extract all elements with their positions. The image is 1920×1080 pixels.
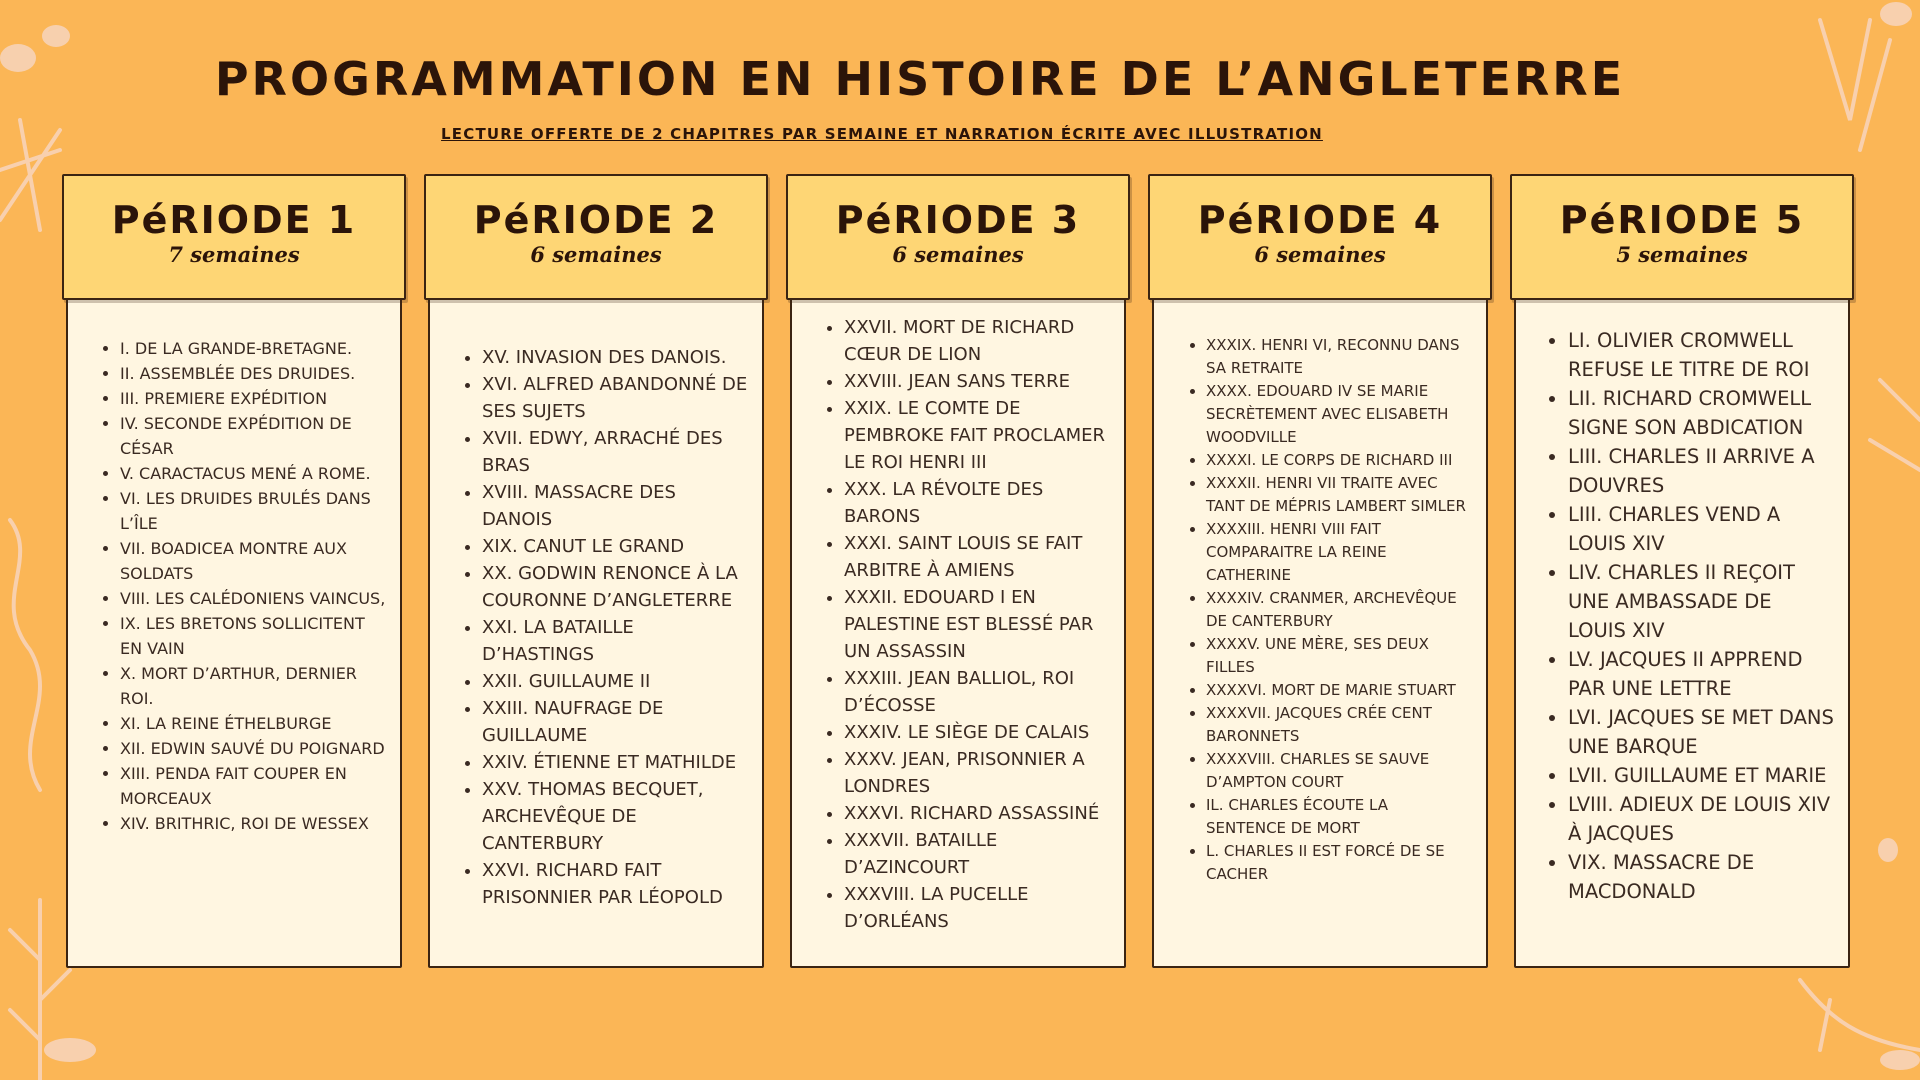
chapter-item: • XXXX. EDOUARD IV SE MARIE SECRÈTEMENT AVEC ELISABETH WOODVILLE <box>1206 380 1472 449</box>
chapter-item: • LIII. CHARLES VEND A LOUIS XIV <box>1568 500 1834 558</box>
chapter-item: • XXXXVIII. CHARLES SE SAUVE D’AMPTON COURT <box>1206 748 1472 794</box>
chapter-item: • XVI. ALFRED ABANDONNÉ DE SES SUJETS <box>482 371 748 425</box>
chapter-item: • XXXVI. RICHARD ASSASSINÉ <box>844 800 1110 827</box>
chapter-item: • V. CARACTACUS MENÉ A ROME. <box>120 461 386 486</box>
chapter-item: • XIV. BRITHRIC, ROI DE WESSEX <box>120 811 386 836</box>
period-header <box>1148 174 1492 300</box>
period-weeks: 7 semaines <box>168 242 300 267</box>
period-column-5 <box>1510 174 1856 972</box>
period-chapter-list <box>1152 298 1488 968</box>
chapter-item: • XXXXVI. MORT DE MARIE STUART <box>1206 679 1472 702</box>
chapter-item: • XXXIV. LE SIÈGE DE CALAIS <box>844 719 1110 746</box>
chapter-item: • VIII. LES CALÉDONIENS VAINCUS, <box>120 586 386 611</box>
chapter-item: • LII. RICHARD CROMWELL SIGNE SON ABDICATION <box>1568 384 1834 442</box>
period-header <box>1510 174 1854 300</box>
chapter-item: • L. CHARLES II EST FORCÉ DE SE CACHER <box>1206 840 1472 886</box>
chapter-item: • LV. JACQUES II APPREND PAR UNE LETTRE <box>1568 645 1834 703</box>
chapter-item: • LVII. GUILLAUME ET MARIE <box>1568 761 1834 790</box>
chapter-item: • XXXXIII. HENRI VIII FAIT COMPARAITRE LA REINE CATHERINE <box>1206 518 1472 587</box>
period-weeks: 6 semaines <box>892 242 1024 267</box>
chapter-item: • XXXV. JEAN, PRISONNIER A LONDRES <box>844 746 1110 800</box>
period-column-1 <box>62 174 408 972</box>
chapter-item: • XXX. LA RÉVOLTE DES BARONS <box>844 476 1110 530</box>
chapter-item: • XXVIII. JEAN SANS TERRE <box>844 368 1110 395</box>
chapter-item: • LVI. JACQUES SE MET DANS UNE BARQUE <box>1568 703 1834 761</box>
chapter-item: • XIII. PENDA FAIT COUPER EN MORCEAUX <box>120 761 386 811</box>
chapter-item: • VI. LES DRUIDES BRULÉS DANS L’ÎLE <box>120 486 386 536</box>
period-header <box>786 174 1130 300</box>
chapter-item: • XV. INVASION DES DANOIS. <box>482 344 748 371</box>
chapter-item: • XXXVIII. LA PUCELLE D’ORLÉANS <box>844 881 1110 935</box>
period-title: PéRIODE 1 <box>111 198 357 242</box>
period-title: PéRIODE 3 <box>835 198 1081 242</box>
period-title: PéRIODE 2 <box>473 198 719 242</box>
chapter-item: • II. ASSEMBLÉE DES DRUIDES. <box>120 361 386 386</box>
chapter-item: • IX. LES BRETONS SOLLICITENT EN VAIN <box>120 611 386 661</box>
chapter-item: • XXXII. EDOUARD I EN PALESTINE EST BLESSÉ PAR UN ASSASSIN <box>844 584 1110 665</box>
chapter-item: • XXII. GUILLAUME II <box>482 668 748 695</box>
chapter-item: • XXIII. NAUFRAGE DE GUILLAUME <box>482 695 748 749</box>
chapter-item: • XXV. THOMAS BECQUET, ARCHEVÊQUE DE CANTERBURY <box>482 776 748 857</box>
chapter-item: • III. PREMIERE EXPÉDITION <box>120 386 386 411</box>
period-title: PéRIODE 4 <box>1197 198 1443 242</box>
period-title: PéRIODE 5 <box>1559 198 1805 242</box>
period-weeks: 6 semaines <box>1254 242 1386 267</box>
chapter-item: • XXXI. SAINT LOUIS SE FAIT ARBITRE À AMIENS <box>844 530 1110 584</box>
chapter-item: • VII. BOADICEA MONTRE AUX SOLDATS <box>120 536 386 586</box>
period-chapter-list <box>1514 298 1850 968</box>
chapter-item: • VIX. MASSACRE DE MACDONALD <box>1568 848 1834 906</box>
chapter-item: • LIV. CHARLES II REÇOIT UNE AMBASSADE DE LOUIS XIV <box>1568 558 1834 645</box>
chapter-item: • XVII. EDWY, ARRACHÉ DES BRAS <box>482 425 748 479</box>
chapter-item: • XXIX. LE COMTE DE PEMBROKE FAIT PROCLAMER LE ROI HENRI III <box>844 395 1110 476</box>
period-chapter-list <box>790 298 1126 968</box>
chapter-item: • XXXIII. JEAN BALLIOL, ROI D’ÉCOSSE <box>844 665 1110 719</box>
period-chapter-list <box>66 298 402 968</box>
chapter-item: • XXXVII. BATAILLE D’AZINCOURT <box>844 827 1110 881</box>
chapter-item: • XXVII. MORT DE RICHARD CŒUR DE LION <box>844 314 1110 368</box>
chapter-item: • XXXIX. HENRI VI, RECONNU DANS SA RETRAITE <box>1206 334 1472 380</box>
period-chapter-list <box>428 298 764 968</box>
period-header <box>62 174 406 300</box>
chapter-item: • XI. LA REINE ÉTHELBURGE <box>120 711 386 736</box>
chapter-item: • IL. CHARLES ÉCOUTE LA SENTENCE DE MORT <box>1206 794 1472 840</box>
chapter-item: • LVIII. ADIEUX DE LOUIS XIV À JACQUES <box>1568 790 1834 848</box>
period-column-3 <box>786 174 1132 972</box>
chapter-item: • I. DE LA GRANDE-BRETAGNE. <box>120 336 386 361</box>
chapter-item: • LIII. CHARLES II ARRIVE A DOUVRES <box>1568 442 1834 500</box>
period-column-4 <box>1148 174 1494 972</box>
chapter-item: • X. MORT D’ARTHUR, DERNIER ROI. <box>120 661 386 711</box>
page-title: PROGRAMMATION EN HISTOIRE DE L’ANGLETERRE <box>214 52 1626 106</box>
period-weeks: 6 semaines <box>530 242 662 267</box>
chapter-item: • LI. OLIVIER CROMWELL REFUSE LE TITRE DE ROI <box>1568 326 1834 384</box>
page-subtitle: LECTURE OFFERTE DE 2 CHAPITRES PAR SEMAINE ET NARRATION ÉCRITE AVEC ILLUSTRATION <box>441 125 1323 143</box>
period-column-2 <box>424 174 770 972</box>
chapter-item: • XII. EDWIN SAUVÉ DU POIGNARD <box>120 736 386 761</box>
chapter-item: • IV. SECONDE EXPÉDITION DE CÉSAR <box>120 411 386 461</box>
chapter-item: • XXXXIV. CRANMER, ARCHEVÊQUE DE CANTERBURY <box>1206 587 1472 633</box>
chapter-item: • XXXXII. HENRI VII TRAITE AVEC TANT DE MÉPRIS LAMBERT SIMLER <box>1206 472 1472 518</box>
chapter-item: • XXXXI. LE CORPS DE RICHARD III <box>1206 449 1472 472</box>
chapter-item: • XIX. CANUT LE GRAND <box>482 533 748 560</box>
chapter-item: • XXXXVII. JACQUES CRÉE CENT BARONNETS <box>1206 702 1472 748</box>
chapter-item: • XX. GODWIN RENONCE À LA COURONNE D’ANGLETERRE <box>482 560 748 614</box>
chapter-item: • XXXXV. UNE MÈRE, SES DEUX FILLES <box>1206 633 1472 679</box>
chapter-item: • XVIII. MASSACRE DES DANOIS <box>482 479 748 533</box>
chapter-item: • XXVI. RICHARD FAIT PRISONNIER PAR LÉOPOLD <box>482 857 748 911</box>
period-weeks: 5 semaines <box>1616 242 1748 267</box>
period-header <box>424 174 768 300</box>
chapter-item: • XXI. LA BATAILLE D’HASTINGS <box>482 614 748 668</box>
chapter-item: • XXIV. ÉTIENNE ET MATHILDE <box>482 749 748 776</box>
